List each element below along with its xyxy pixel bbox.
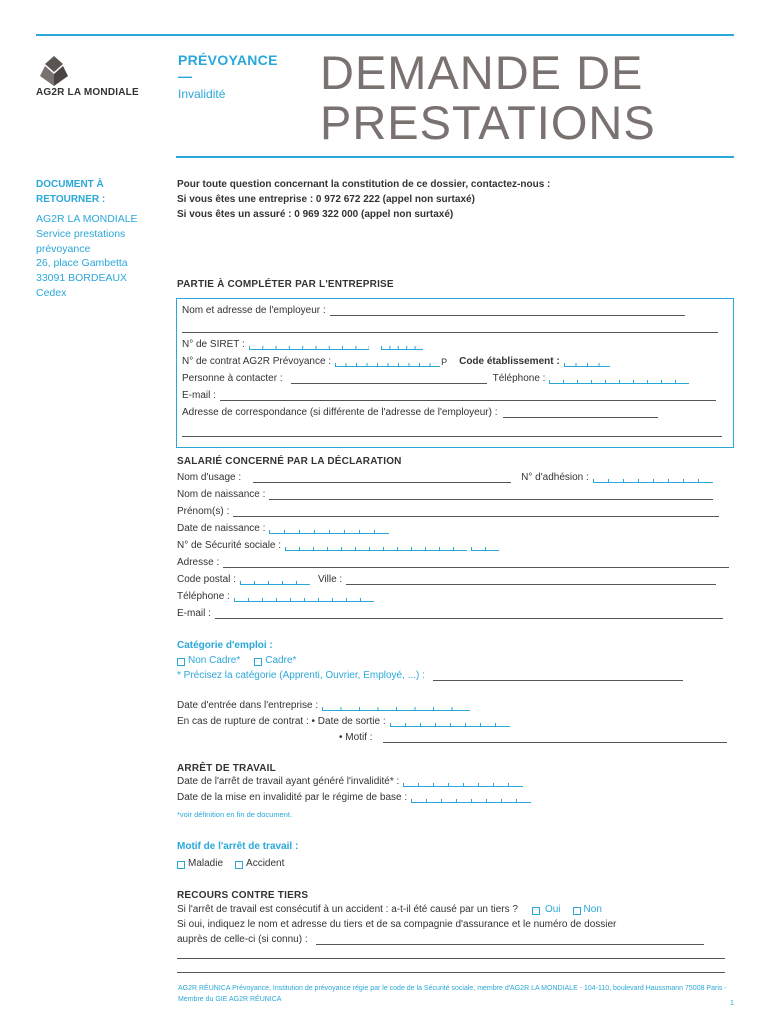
third-party-known-label: auprès de celle-ci (si connu) : <box>177 934 308 945</box>
address-line: Cedex <box>36 286 67 299</box>
arret-date-field[interactable] <box>403 778 523 787</box>
postal-label: Code postal : <box>177 574 236 585</box>
city-label: Ville : <box>317 574 343 585</box>
reason-title: Motif de l'arrêt de travail : <box>177 841 299 852</box>
employer-name-field[interactable] <box>330 307 685 316</box>
contract-field[interactable] <box>335 358 440 367</box>
birth-name-row <box>177 489 713 500</box>
category-options <box>177 655 296 666</box>
return-title <box>36 177 146 207</box>
employee-email-field[interactable] <box>215 610 723 619</box>
contact-info <box>177 177 550 222</box>
company-email-field[interactable] <box>220 392 716 401</box>
contract-row <box>182 356 610 367</box>
arret-date-label: Date de l'arrêt de travail ayant généré l'invalidité* : <box>177 776 400 787</box>
section-title: PRÉVOYANCE <box>178 52 278 68</box>
firstname-field[interactable] <box>233 508 719 517</box>
employee-phone-label: Téléphone : <box>177 591 230 602</box>
contact-person-label: Personne à contacter : <box>182 373 283 384</box>
employer-name-row <box>182 305 685 316</box>
maladie-label: Maladie <box>188 858 224 869</box>
employee-phone-row <box>177 591 374 602</box>
maladie-checkbox[interactable] <box>177 861 185 869</box>
header-rule <box>176 156 734 158</box>
firstname-label: Prénom(s) : <box>177 506 230 517</box>
address-line: 33091 BORDEAUX <box>36 272 128 285</box>
return-title-line1: DOCUMENT À <box>36 179 104 190</box>
siret-nic-field[interactable] <box>381 341 423 350</box>
section-dash: — <box>178 68 192 84</box>
page-title <box>320 48 656 148</box>
birthdate-label: Date de naissance : <box>177 523 266 534</box>
address-line: prévoyance <box>36 242 91 255</box>
third-party-row <box>177 904 602 915</box>
exit-date-label: En cas de rupture de contrat : • Date de sortie : <box>177 716 386 727</box>
usage-name-field[interactable] <box>253 474 511 483</box>
address-line: 26, place Gambetta <box>36 257 128 270</box>
brand-logo <box>36 55 166 105</box>
firstname-row <box>177 506 719 517</box>
brand-name: AG2R LA MONDIALE <box>36 87 139 98</box>
correspondence-label: Adresse de correspondance (si différente de l'adresse de l'employeur) : <box>182 407 498 418</box>
third-party-question: Si l'arrêt de travail est consécutif à un accident : a-t-il été causé par un tiers ? <box>177 904 518 915</box>
ag2r-logo-icon <box>38 55 70 87</box>
exit-date-field[interactable] <box>390 718 510 727</box>
employee-email-row <box>177 608 723 619</box>
invalidity-date-row <box>177 792 531 803</box>
non-label: Non <box>583 904 602 915</box>
salarie-section-title: SALARIÉ CONCERNÉ PAR LA DÉCLARATION <box>177 456 402 467</box>
secu-key-field[interactable] <box>471 542 499 551</box>
definition-note: *voir définition en fin de document. <box>177 810 293 819</box>
contact-person-field[interactable] <box>291 375 487 384</box>
accident-checkbox[interactable] <box>235 861 243 869</box>
category-precise-label: * Précisez la catégorie (Apprenti, Ouvrier, Employé, ...) : <box>177 670 425 681</box>
address-label: Adresse : <box>177 557 220 568</box>
employee-email-label: E-mail : <box>177 608 211 619</box>
postal-row <box>177 574 716 585</box>
contract-suffix: P <box>441 357 448 367</box>
birth-name-field[interactable] <box>269 491 713 500</box>
employer-name-label: Nom et adresse de l'employeur : <box>182 305 326 316</box>
non-checkbox[interactable] <box>573 907 581 915</box>
third-party-field[interactable] <box>316 936 704 945</box>
siret-field[interactable] <box>249 341 369 350</box>
third-party-info-label: Si oui, indiquez le nom et adresse du tiers et de sa compagnie d'assurance et le numéro de dossier <box>177 919 617 930</box>
contact-line: Pour toute question concernant la constitution de ce dossier, contactez-nous : <box>177 179 551 190</box>
adhesion-label: N° d'adhésion : <box>521 472 589 483</box>
reason-options <box>177 858 284 869</box>
return-address <box>36 212 161 301</box>
address-field[interactable] <box>223 559 729 568</box>
address-row <box>177 557 729 568</box>
invalidity-date-field[interactable] <box>411 794 531 803</box>
company-email-label: E-mail : <box>182 390 216 401</box>
contact-line: Si vous êtes une entreprise : 0 972 672 222 (appel non surtaxé) <box>177 194 475 205</box>
usage-name-row <box>177 472 713 483</box>
siret-row <box>182 339 423 350</box>
code-etab-label: Code établissement : <box>459 356 560 367</box>
top-rule <box>36 34 734 36</box>
cadre-label: Cadre* <box>265 655 297 666</box>
third-party-known-row <box>177 934 704 945</box>
cadre-checkbox[interactable] <box>254 658 262 666</box>
contract-label: N° de contrat AG2R Prévoyance : <box>182 356 332 367</box>
oui-checkbox[interactable] <box>532 907 540 915</box>
exit-date-row <box>177 716 510 727</box>
siret-label: N° de SIRET : <box>182 339 245 350</box>
category-precise-row <box>177 670 683 681</box>
page-title-line2: PRESTATIONS <box>320 96 656 149</box>
section-subtitle: Invalidité <box>178 87 226 101</box>
company-email-row <box>182 390 716 401</box>
code-etab-field[interactable] <box>564 358 610 367</box>
secu-label: N° de Sécurité sociale : <box>177 540 282 551</box>
entreprise-section-title: PARTIE À COMPLÉTER PAR L'ENTREPRISE <box>177 279 394 290</box>
postal-field[interactable] <box>240 576 310 585</box>
secu-row <box>177 540 499 551</box>
employer-address-field[interactable] <box>182 332 718 333</box>
birthdate-field[interactable] <box>269 525 389 534</box>
non-cadre-checkbox[interactable] <box>177 658 185 666</box>
exit-reason-row <box>339 732 727 743</box>
city-field[interactable] <box>346 576 716 585</box>
entry-date-row <box>177 700 470 711</box>
employee-phone-field[interactable] <box>234 593 374 602</box>
third-party-field-line2[interactable] <box>177 958 725 959</box>
footer-legal: AG2R RÉUNICA Prévoyance, Institution de prévoyance régie par le code de la Sécurité sociale, membre d'AG2R LA MONDIALE - 104-110, boulevard Haussmann 75008 Paris - Membre du GIE AG2R RÉUNICA <box>178 985 727 1003</box>
usage-name-label: Nom d'usage : <box>177 472 242 483</box>
invalidity-date-label: Date de la mise en invalidité par le régime de base : <box>177 792 408 803</box>
third-party-field-line3[interactable] <box>177 972 725 973</box>
exit-reason-label: • Motif : <box>339 732 373 743</box>
address-line: Service prestations <box>36 227 126 240</box>
exit-reason-field[interactable] <box>383 734 727 743</box>
correspondence-field-line2[interactable] <box>182 436 722 437</box>
contact-line: Si vous êtes un assuré : 0 969 322 000 (appel non surtaxé) <box>177 209 454 220</box>
birth-name-label: Nom de naissance : <box>177 489 266 500</box>
adhesion-field[interactable] <box>593 474 713 483</box>
company-phone-field[interactable] <box>549 375 689 384</box>
secu-field[interactable] <box>285 542 467 551</box>
accident-label: Accident <box>246 858 285 869</box>
arret-date-row <box>177 776 523 787</box>
company-phone-label: Téléphone : <box>492 373 546 384</box>
page-number: 1 <box>730 1000 734 1007</box>
recours-section-title: RECOURS CONTRE TIERS <box>177 890 309 901</box>
correspondence-row <box>182 407 658 418</box>
entry-date-label: Date d'entrée dans l'entreprise : <box>177 700 319 711</box>
page-title-line1: DEMANDE DE <box>320 46 644 99</box>
non-cadre-label: Non Cadre* <box>188 655 241 666</box>
correspondence-field[interactable] <box>503 409 658 418</box>
address-line: AG2R LA MONDIALE <box>36 213 138 225</box>
return-title-line2: RETOURNER : <box>36 194 106 205</box>
category-precise-field[interactable] <box>433 672 683 681</box>
oui-label: Oui <box>544 904 561 915</box>
third-party-info-row <box>177 919 616 930</box>
category-title: Catégorie d'emploi : <box>177 640 273 651</box>
birthdate-row <box>177 523 389 534</box>
arret-section-title: ARRÊT DE TRAVAIL <box>177 763 276 774</box>
contact-person-row <box>182 373 689 384</box>
entry-date-field[interactable] <box>322 702 470 711</box>
